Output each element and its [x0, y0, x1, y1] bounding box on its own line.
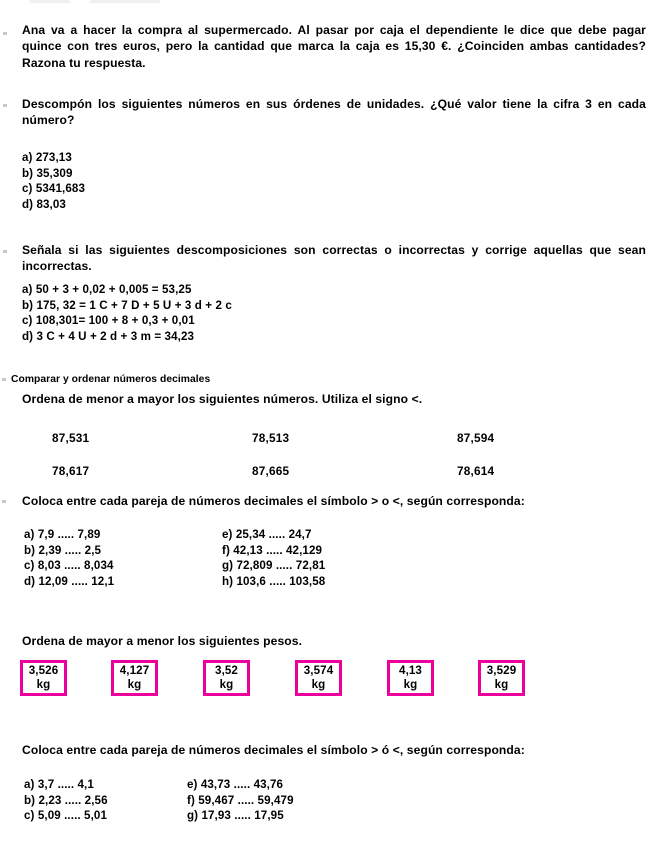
weight-unit: kg: [36, 678, 51, 691]
list-item: b) 35,309: [22, 166, 73, 180]
list-item: f) 59,467 ..... 59,479: [187, 793, 294, 807]
weight-box: [295, 660, 342, 696]
weight-value: 4,13: [399, 664, 422, 677]
number-cell: 87,665: [252, 464, 290, 478]
exercise-ordena-menor-mayor: [22, 391, 646, 407]
column-left: [24, 527, 114, 589]
section-heading: Comparar y ordenar números decimales: [11, 374, 211, 385]
number-cell: 78,614: [457, 464, 495, 478]
scan-artifact-top-left: [30, 0, 70, 3]
list-item: d) 83,03: [22, 197, 66, 211]
weight-value: 3,529: [486, 664, 517, 677]
list-item: b) 2,23 ..... 2,56: [24, 793, 108, 807]
exercise-statement: Descompón los siguientes números en sus órdenes de unidades. ¿Qué valor tiene la cifra 3 en cada número?: [22, 97, 646, 128]
list-item: a) 3,7 ..... 4,1: [24, 778, 94, 791]
list-item: f) 42,13 ..... 42,129: [222, 543, 323, 557]
exercise-coloca-2-items: [0, 777, 666, 832]
list-item: e) 25,34 ..... 24,7: [222, 528, 312, 541]
exercise-senala: [22, 242, 646, 275]
weight-box: [20, 660, 67, 696]
exercise-statement: Ordena de mayor a menor los siguientes pesos.: [22, 634, 303, 648]
weight-unit: kg: [311, 678, 326, 691]
weight-value: 3,574: [303, 664, 334, 677]
weight-box: [203, 660, 250, 696]
exercise-statement: Coloca entre cada pareja de números decimales el símbolo > ó <, según corresponda:: [22, 743, 525, 757]
weight-value: 4,127: [119, 664, 150, 677]
exercise-descompon: [22, 96, 646, 129]
list-item: h) 103,6 ..... 103,58: [222, 574, 326, 588]
column-right: [222, 527, 325, 589]
number-cell: 87,531: [52, 431, 90, 445]
weight-box: [111, 660, 158, 696]
exercise-marker-2: [3, 104, 7, 107]
exercise-descompon-items: [22, 150, 646, 212]
number-cell: 87,594: [457, 431, 495, 445]
exercise-statement: Coloca entre cada pareja de números decimales el símbolo > o <, según corresponda:: [22, 494, 525, 508]
weight-box: [387, 660, 434, 696]
exercise-marker-4: [2, 500, 6, 503]
number-grid-menor-mayor: [0, 431, 666, 491]
list-item: d) 3 C + 4 U + 2 d + 3 m = 34,23: [22, 329, 195, 343]
exercise-ordena-mayor-menor: [22, 633, 646, 649]
list-item: a) 273,13: [22, 151, 72, 164]
list-item: b) 2,39 ..... 2,5: [24, 543, 102, 557]
number-cell: 78,513: [252, 431, 290, 445]
weight-unit: kg: [403, 678, 418, 691]
section-marker: [2, 378, 6, 381]
exercise-coloca-2: [22, 742, 646, 758]
list-item: e) 43,73 ..... 43,76: [187, 778, 284, 791]
list-item: c) 108,301= 100 + 8 + 0,3 + 0,01: [22, 314, 195, 328]
exercise-statement: Señala si las siguientes descomposiciones son correctas o incorrectas y corrige aquellas que sean incorrectas.: [22, 243, 646, 274]
exercise-coloca-1: [22, 493, 646, 509]
list-item: d) 12,09 ..... 12,1: [24, 574, 115, 588]
number-cell: 78,617: [52, 464, 90, 478]
weight-value: 3,526: [28, 664, 59, 677]
scan-artifact-top-mid: [90, 0, 160, 3]
list-item: a) 7,9 ..... 7,89: [24, 528, 101, 541]
column-left: [24, 777, 108, 824]
exercise-statement: Ordena de menor a mayor los siguientes números. Utiliza el signo <.: [22, 392, 423, 406]
weight-unit: kg: [127, 678, 142, 691]
weight-unit: kg: [219, 678, 234, 691]
exercise-supermercado: [22, 22, 646, 71]
list-item: g) 72,809 ..... 72,81: [222, 559, 326, 573]
list-item: c) 8,03 ..... 8,034: [24, 559, 114, 573]
exercise-statement: Ana va a hacer la compra al supermercado. Al pasar por caja el dependiente le dice que debe pagar quince con tres euros, pero la cantidad que marca la caja es 15,30 €. ¿Coinciden ambas cantidades? Razona tu respuesta.: [22, 23, 646, 70]
list-item: a) 50 + 3 + 0,02 + 0,005 = 53,25: [22, 283, 192, 296]
column-right: [187, 777, 294, 824]
weight-box: [478, 660, 525, 696]
list-item: g) 17,93 ..... 17,95: [187, 809, 284, 823]
exercise-coloca-1-items: [0, 527, 666, 597]
list-item: b) 175, 32 = 1 C + 7 D + 5 U + 3 d + 2 c: [22, 298, 232, 312]
weight-unit: kg: [494, 678, 509, 691]
exercise-marker-3: [3, 250, 7, 253]
list-item: c) 5,09 ..... 5,01: [24, 809, 108, 823]
exercise-senala-items: [22, 282, 646, 344]
exercise-marker-1: [3, 32, 7, 35]
weight-value: 3,52: [215, 664, 238, 677]
weight-box-group: [0, 660, 666, 700]
list-item: c) 5341,683: [22, 182, 85, 196]
